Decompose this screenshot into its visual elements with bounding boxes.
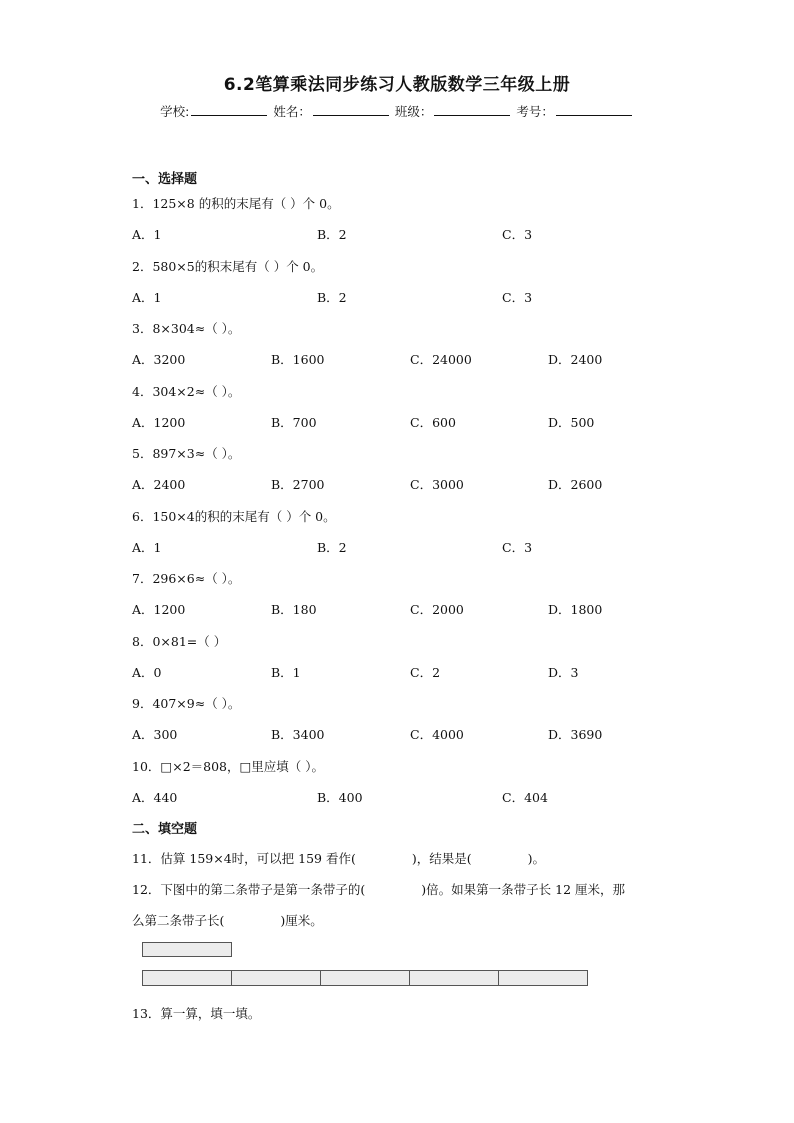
first-strip (142, 942, 232, 957)
option-b[interactable]: B．2 (317, 289, 347, 305)
question-11-text-b: )，结果是( (411, 851, 472, 866)
question-7: 7．296×6≈（ ）。 (132, 571, 241, 586)
section-choice-heading: 一、选择题 (132, 172, 198, 187)
option-c[interactable]: C．3 (502, 227, 533, 242)
exam-no-blank[interactable] (556, 103, 632, 116)
second-strip-segment (143, 971, 232, 985)
option-a[interactable]: A．1 (132, 289, 162, 305)
option-b[interactable]: B．180 (271, 602, 317, 617)
question-11-text-a: 11．估算 159×4时，可以把 159 看作( (132, 851, 356, 866)
second-strip-segment (321, 971, 410, 985)
question-12-line-2 (132, 911, 323, 929)
question-2-options (132, 288, 692, 304)
student-info-line (0, 102, 794, 120)
question-2: 2．580×5的积末尾有（ ）个 0。 (132, 258, 324, 274)
question-9-options (132, 725, 692, 741)
question-4: 4．304×2≈（ ）。 (132, 383, 241, 399)
option-c[interactable]: C．24000 (410, 352, 472, 367)
option-b[interactable]: B．700 (271, 414, 317, 430)
school-blank[interactable] (191, 103, 267, 116)
option-c[interactable]: C．2 (410, 664, 441, 680)
second-strip-segment (232, 971, 321, 985)
option-a[interactable]: A．0 (132, 664, 162, 680)
option-d[interactable]: D．3690 (548, 727, 603, 742)
question-13: 13．算一算，填一填。 (132, 1006, 261, 1021)
question-7-options (132, 600, 692, 616)
question-9: 9．407×9≈（ ）。 (132, 696, 241, 711)
option-b[interactable]: B．3400 (271, 727, 325, 742)
second-strip (142, 970, 588, 986)
question-1: 1．125×8 的积的末尾有（ ）个 0。 (132, 196, 340, 211)
question-5: 5．897×3≈（ ）。 (132, 446, 241, 461)
option-a[interactable]: A．1 (132, 539, 162, 555)
exam-no-label: 考号： (516, 104, 554, 119)
option-b[interactable]: B．1 (271, 664, 301, 680)
option-a[interactable]: A．2400 (132, 477, 186, 492)
option-b[interactable]: B．2 (317, 227, 347, 242)
option-a[interactable]: A．1200 (132, 414, 186, 430)
option-b[interactable]: B．1600 (271, 352, 325, 367)
option-c[interactable]: C．3000 (410, 477, 464, 492)
question-12-text-a: 12．下图中的第二条带子是第一条带子的( (132, 882, 366, 897)
question-6-options (132, 538, 692, 554)
question-11 (132, 849, 545, 867)
question-6: 6．150×4的积的末尾有（ ）个 0。 (132, 508, 336, 524)
question-4-options (132, 413, 692, 429)
option-a[interactable]: A．440 (132, 789, 178, 805)
option-d[interactable]: D．1800 (548, 602, 603, 617)
option-a[interactable]: A．1 (132, 227, 162, 242)
option-a[interactable]: A．3200 (132, 352, 186, 367)
option-b[interactable]: B．2 (317, 539, 347, 555)
class-label: 班级： (394, 104, 433, 119)
question-12-text-b: )倍。如果第一条带子长 12 厘米，那 (421, 882, 626, 897)
question-10-options (132, 788, 692, 804)
option-d[interactable]: D．500 (548, 414, 595, 430)
option-c[interactable]: C．600 (410, 414, 456, 430)
option-b[interactable]: B．400 (317, 789, 363, 805)
question-3: 3．8×304≈（ ）。 (132, 321, 241, 336)
section-fill-heading: 二、填空题 (132, 822, 198, 837)
question-5-options (132, 475, 692, 491)
option-c[interactable]: C．2000 (410, 602, 464, 617)
option-c[interactable]: C．3 (502, 539, 533, 555)
name-blank[interactable] (313, 103, 389, 116)
option-d[interactable]: D．2600 (548, 477, 603, 492)
option-a[interactable]: A．300 (132, 727, 178, 742)
option-d[interactable]: D．2400 (548, 352, 603, 367)
name-label: 姓名： (273, 104, 311, 119)
question-1-options (132, 225, 692, 241)
school-label: 学校: (160, 104, 190, 119)
option-b[interactable]: B．2700 (271, 477, 325, 492)
option-d[interactable]: D．3 (548, 664, 579, 680)
question-12-line-1 (132, 880, 625, 898)
question-3-options (132, 350, 692, 366)
question-8: 8．0×81=（ ） (132, 633, 227, 649)
question-11-text-c: )。 (527, 851, 546, 866)
question-8-options (132, 663, 692, 679)
option-c[interactable]: C．404 (502, 789, 548, 805)
option-c[interactable]: C．3 (502, 289, 533, 305)
class-blank[interactable] (434, 103, 510, 116)
second-strip-segment (499, 971, 587, 985)
page-title: 6.2笔算乘法同步练习人教版数学三年级上册 (223, 75, 571, 95)
question-12-text-d: )厘米。 (280, 913, 323, 928)
question-10: 10．□×2＝808，□里应填（ ）。 (132, 758, 325, 774)
question-12-text-c: 么第二条带子长( (132, 913, 225, 928)
option-c[interactable]: C．4000 (410, 727, 464, 742)
option-a[interactable]: A．1200 (132, 602, 186, 617)
second-strip-segment (410, 971, 499, 985)
